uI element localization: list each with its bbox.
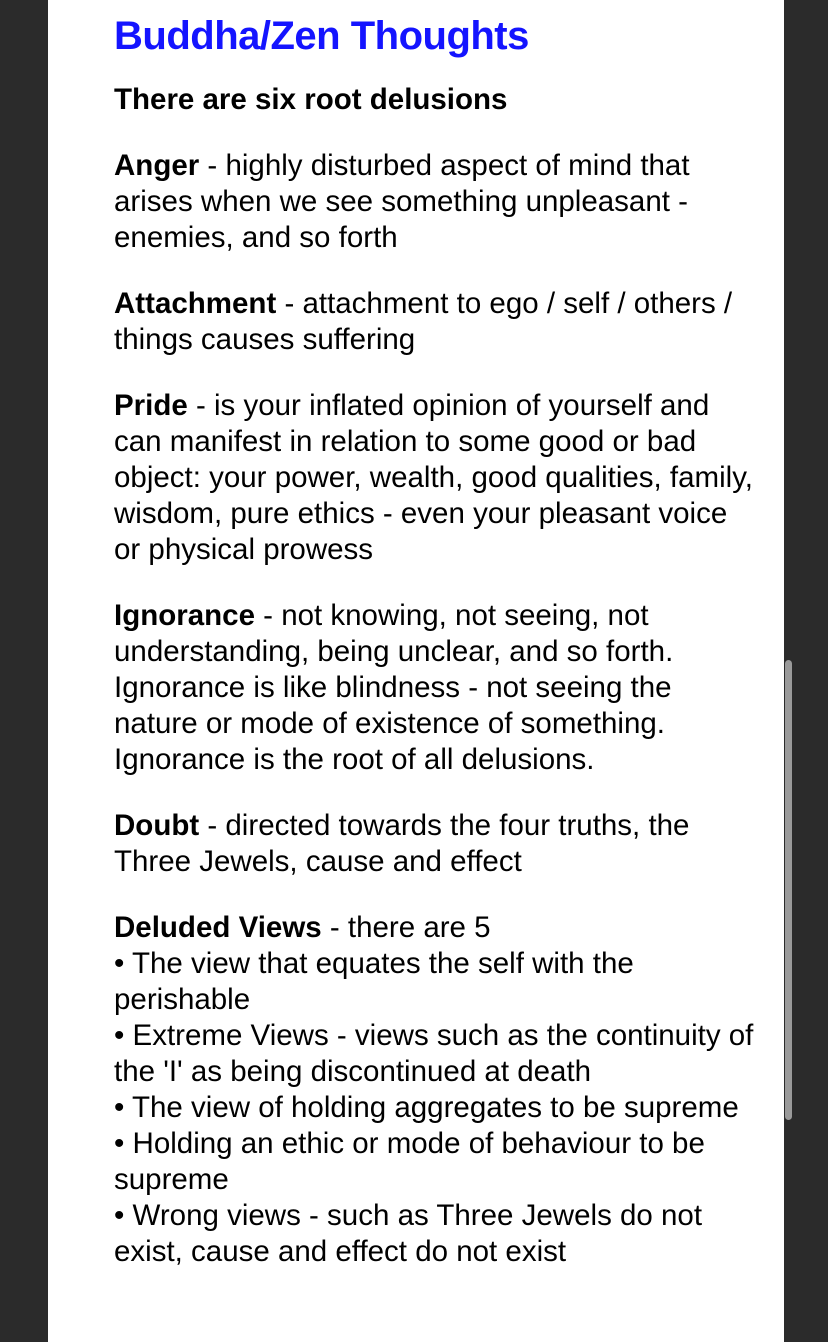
- deluded-views-block: [114, 910, 756, 1270]
- delusion-term: Deluded Views: [114, 911, 322, 944]
- delusion-term: Attachment: [114, 287, 277, 320]
- page-title: Buddha/Zen Thoughts: [114, 14, 529, 58]
- delusion-description: - attachment to ego / self / others / things causes suffering: [114, 287, 733, 356]
- delusion-description: - is your inflated opinion of yourself and can manifest in relation to some good or bad object: your power, wealth, good qualities, family, wisdom, pure ethics - even your pleasant voice or physical prowess: [114, 389, 753, 566]
- list-item: • The view of holding aggregates to be supreme: [114, 1091, 739, 1124]
- delusion-term: Doubt: [114, 809, 200, 842]
- delusion-term: Anger: [114, 149, 200, 182]
- delusion-description: - not knowing, not seeing, not understanding, being unclear, and so forth. Ignorance is like blindness - not seeing the nature or mode of existence of something. Ignorance is the root of all delusions.: [114, 599, 674, 776]
- document-page: [48, 0, 784, 1342]
- delusion-description: - highly disturbed aspect of mind that arises when we see something unpleasant - enemies, and so forth: [114, 149, 690, 254]
- delusion-entry-attachment: [114, 286, 756, 358]
- delusion-entry-deluded-views: [114, 910, 756, 946]
- delusion-entry-ignorance: [114, 598, 756, 778]
- delusion-entry-anger: [114, 148, 756, 256]
- delusion-term: Pride: [114, 389, 188, 422]
- delusion-entry-pride: [114, 388, 756, 568]
- delusion-description: - there are 5: [321, 911, 491, 944]
- vertical-scrollbar[interactable]: [785, 660, 792, 1120]
- document-body: [70, 60, 762, 1270]
- list-item: • The view that equates the self with the perishable: [114, 947, 634, 1016]
- list-item: • Holding an ethic or mode of behaviour to be supreme: [114, 1127, 705, 1196]
- delusion-description: - directed towards the four truths, the Three Jewels, cause and effect: [114, 809, 690, 878]
- list-item: • Wrong views - such as Three Jewels do not exist, cause and effect do not exist: [114, 1199, 703, 1268]
- left-bezel: [0, 0, 48, 1342]
- delusion-entry-doubt: [114, 808, 756, 880]
- section-heading: There are six root delusions: [114, 83, 508, 116]
- list-item: • Extreme Views - views such as the continuity of the 'I' as being discontinued at death: [114, 1019, 754, 1088]
- delusion-term: Ignorance: [114, 599, 255, 632]
